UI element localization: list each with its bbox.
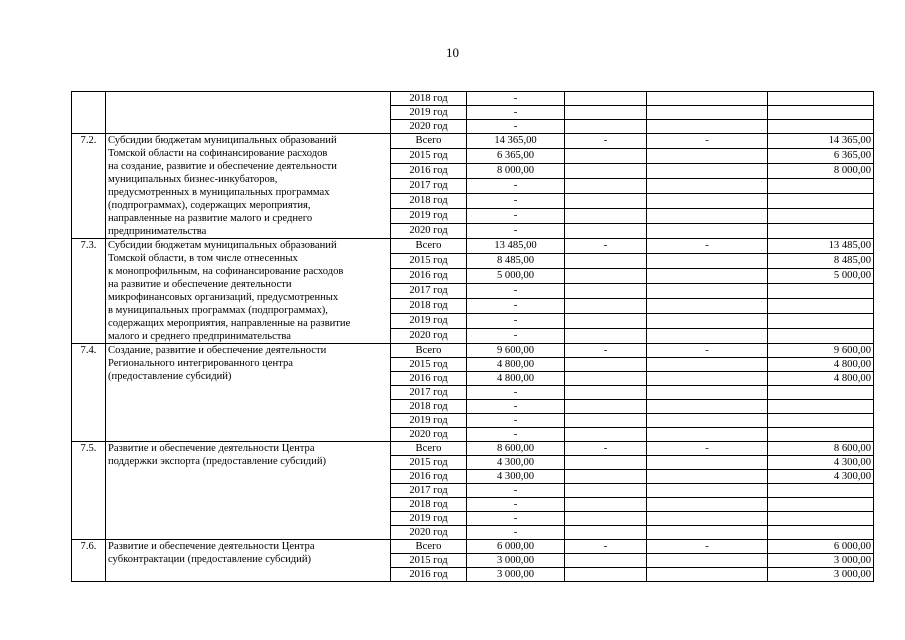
municipal-budget-cell <box>647 470 768 484</box>
federal-budget-cell <box>565 194 647 209</box>
federal-budget-cell <box>565 120 647 134</box>
federal-budget-cell <box>565 92 647 106</box>
year-cell: 2020 год <box>391 526 467 540</box>
item-description-cell: Развитие и обеспечение деятельности Центра поддержки экспорта (предоставление субсидий) <box>106 442 391 540</box>
municipal-budget-cell <box>647 179 768 194</box>
item-description-cell <box>106 92 391 134</box>
municipal-budget-cell <box>647 498 768 512</box>
table-row <box>72 540 874 554</box>
federal-budget-cell <box>565 470 647 484</box>
municipal-budget-cell <box>647 512 768 526</box>
regional-budget-cell <box>768 299 874 314</box>
budget-table <box>71 91 874 582</box>
regional-budget-cell <box>768 194 874 209</box>
total-cell: - <box>467 224 565 239</box>
federal-budget-cell <box>565 568 647 582</box>
municipal-budget-cell <box>647 299 768 314</box>
total-cell: 4 300,00 <box>467 470 565 484</box>
municipal-budget-cell <box>647 456 768 470</box>
federal-budget-cell <box>565 224 647 239</box>
municipal-budget-cell: - <box>647 134 768 149</box>
year-cell: 2015 год <box>391 149 467 164</box>
regional-budget-cell <box>768 512 874 526</box>
year-cell: 2015 год <box>391 254 467 269</box>
total-cell: 4 300,00 <box>467 456 565 470</box>
total-cell: - <box>467 92 565 106</box>
regional-budget-cell <box>768 329 874 344</box>
total-cell: - <box>467 414 565 428</box>
year-cell: 2015 год <box>391 358 467 372</box>
regional-budget-cell <box>768 284 874 299</box>
federal-budget-cell: - <box>565 239 647 254</box>
total-cell: - <box>467 400 565 414</box>
municipal-budget-cell <box>647 106 768 120</box>
total-cell: 3 000,00 <box>467 568 565 582</box>
federal-budget-cell <box>565 400 647 414</box>
year-cell: 2020 год <box>391 329 467 344</box>
total-cell: - <box>467 106 565 120</box>
total-cell: 6 365,00 <box>467 149 565 164</box>
federal-budget-cell <box>565 386 647 400</box>
year-cell: 2019 год <box>391 414 467 428</box>
regional-budget-cell <box>768 92 874 106</box>
regional-budget-cell <box>768 400 874 414</box>
federal-budget-cell <box>565 284 647 299</box>
federal-budget-cell <box>565 372 647 386</box>
federal-budget-cell <box>565 554 647 568</box>
federal-budget-cell <box>565 254 647 269</box>
municipal-budget-cell: - <box>647 239 768 254</box>
total-cell: - <box>467 526 565 540</box>
year-cell: Всего <box>391 442 467 456</box>
municipal-budget-cell <box>647 194 768 209</box>
federal-budget-cell <box>565 512 647 526</box>
total-cell: 4 800,00 <box>467 358 565 372</box>
item-number-cell: 7.4. <box>72 344 106 442</box>
municipal-budget-cell <box>647 269 768 284</box>
federal-budget-cell <box>565 149 647 164</box>
year-cell: Всего <box>391 344 467 358</box>
year-cell: 2017 год <box>391 284 467 299</box>
year-cell: 2016 год <box>391 372 467 386</box>
federal-budget-cell <box>565 299 647 314</box>
municipal-budget-cell <box>647 254 768 269</box>
total-cell: 8 600,00 <box>467 442 565 456</box>
federal-budget-cell <box>565 358 647 372</box>
total-cell: 4 800,00 <box>467 372 565 386</box>
regional-budget-cell: 14 365,00 <box>768 134 874 149</box>
municipal-budget-cell <box>647 568 768 582</box>
municipal-budget-cell <box>647 358 768 372</box>
federal-budget-cell <box>565 269 647 284</box>
page-number: 10 <box>446 45 459 60</box>
total-cell: - <box>467 179 565 194</box>
year-cell: Всего <box>391 540 467 554</box>
year-cell: 2016 год <box>391 470 467 484</box>
table-row <box>72 344 874 358</box>
federal-budget-cell <box>565 484 647 498</box>
year-cell: 2020 год <box>391 120 467 134</box>
total-cell: - <box>467 386 565 400</box>
year-cell: 2016 год <box>391 568 467 582</box>
regional-budget-cell: 3 000,00 <box>768 554 874 568</box>
regional-budget-cell <box>768 120 874 134</box>
municipal-budget-cell: - <box>647 442 768 456</box>
regional-budget-cell: 4 300,00 <box>768 456 874 470</box>
year-cell: 2020 год <box>391 224 467 239</box>
regional-budget-cell: 4 800,00 <box>768 372 874 386</box>
item-description-cell: Субсидии бюджетам муниципальных образований Томской области, в том числе отнесенных к монопрофильным, на софинансирование расходов на развитие и обеспечение деятельности микрофинансовых организаций, предусмотренных в муниципальных программах (подпрограммах), содержащих мероприятия, направленные на развитие малого и среднего предпринимательства <box>106 239 391 344</box>
regional-budget-cell: 4 800,00 <box>768 358 874 372</box>
municipal-budget-cell <box>647 484 768 498</box>
regional-budget-cell: 5 000,00 <box>768 269 874 284</box>
regional-budget-cell <box>768 414 874 428</box>
regional-budget-cell <box>768 428 874 442</box>
year-cell: 2017 год <box>391 386 467 400</box>
regional-budget-cell: 8 600,00 <box>768 442 874 456</box>
municipal-budget-cell <box>647 428 768 442</box>
year-cell: 2019 год <box>391 314 467 329</box>
municipal-budget-cell <box>647 554 768 568</box>
regional-budget-cell: 6 000,00 <box>768 540 874 554</box>
item-description-cell: Создание, развитие и обеспечение деятельности Регионального интегрированного центра (предоставление субсидий) <box>106 344 391 442</box>
total-cell: 5 000,00 <box>467 269 565 284</box>
item-number-cell: 7.2. <box>72 134 106 239</box>
regional-budget-cell: 13 485,00 <box>768 239 874 254</box>
federal-budget-cell: - <box>565 134 647 149</box>
federal-budget-cell <box>565 428 647 442</box>
year-cell: 2020 год <box>391 428 467 442</box>
municipal-budget-cell: - <box>647 344 768 358</box>
total-cell: - <box>467 299 565 314</box>
regional-budget-cell <box>768 179 874 194</box>
year-cell: 2018 год <box>391 299 467 314</box>
item-description-cell: Субсидии бюджетам муниципальных образований Томской области на софинансирование расходов на создание, развитие и обеспечение деятельности муниципальных бизнес-инкубаторов, предусмотренных в муниципальных программах (подпрограммах), содержащих мероприятия, направленные на развитие малого и среднего предпринимательства <box>106 134 391 239</box>
regional-budget-cell: 6 365,00 <box>768 149 874 164</box>
item-number-cell <box>72 92 106 134</box>
regional-budget-cell <box>768 314 874 329</box>
federal-budget-cell: - <box>565 344 647 358</box>
municipal-budget-cell <box>647 314 768 329</box>
total-cell: - <box>467 498 565 512</box>
municipal-budget-cell <box>647 92 768 106</box>
regional-budget-cell: 9 600,00 <box>768 344 874 358</box>
total-cell: - <box>467 512 565 526</box>
municipal-budget-cell <box>647 224 768 239</box>
municipal-budget-cell <box>647 164 768 179</box>
federal-budget-cell <box>565 329 647 344</box>
regional-budget-cell: 8 485,00 <box>768 254 874 269</box>
municipal-budget-cell <box>647 372 768 386</box>
municipal-budget-cell <box>647 120 768 134</box>
federal-budget-cell <box>565 414 647 428</box>
municipal-budget-cell <box>647 386 768 400</box>
federal-budget-cell <box>565 526 647 540</box>
municipal-budget-cell <box>647 329 768 344</box>
item-number-cell: 7.6. <box>72 540 106 582</box>
federal-budget-cell: - <box>565 540 647 554</box>
federal-budget-cell <box>565 314 647 329</box>
year-cell: 2018 год <box>391 498 467 512</box>
federal-budget-cell <box>565 164 647 179</box>
federal-budget-cell <box>565 179 647 194</box>
regional-budget-cell <box>768 386 874 400</box>
year-cell: Всего <box>391 239 467 254</box>
total-cell: - <box>467 484 565 498</box>
municipal-budget-cell <box>647 526 768 540</box>
table-row <box>72 442 874 456</box>
year-cell: 2016 год <box>391 164 467 179</box>
regional-budget-cell <box>768 484 874 498</box>
total-cell: - <box>467 120 565 134</box>
year-cell: 2019 год <box>391 512 467 526</box>
table-row <box>72 92 874 106</box>
federal-budget-cell <box>565 498 647 512</box>
federal-budget-cell <box>565 456 647 470</box>
item-number-cell: 7.5. <box>72 442 106 540</box>
regional-budget-cell <box>768 498 874 512</box>
municipal-budget-cell <box>647 414 768 428</box>
total-cell: 9 600,00 <box>467 344 565 358</box>
total-cell: - <box>467 329 565 344</box>
year-cell: 2016 год <box>391 269 467 284</box>
total-cell: - <box>467 314 565 329</box>
regional-budget-cell <box>768 209 874 224</box>
total-cell: 8 000,00 <box>467 164 565 179</box>
federal-budget-cell: - <box>565 442 647 456</box>
municipal-budget-cell <box>647 400 768 414</box>
regional-budget-cell: 3 000,00 <box>768 568 874 582</box>
table-row <box>72 239 874 254</box>
year-cell: 2019 год <box>391 209 467 224</box>
municipal-budget-cell <box>647 284 768 299</box>
municipal-budget-cell: - <box>647 540 768 554</box>
year-cell: 2018 год <box>391 194 467 209</box>
regional-budget-cell: 8 000,00 <box>768 164 874 179</box>
regional-budget-cell <box>768 106 874 120</box>
year-cell: 2018 год <box>391 92 467 106</box>
municipal-budget-cell <box>647 209 768 224</box>
table-row <box>72 134 874 149</box>
year-cell: 2017 год <box>391 179 467 194</box>
year-cell: 2018 год <box>391 400 467 414</box>
total-cell: 14 365,00 <box>467 134 565 149</box>
total-cell: - <box>467 284 565 299</box>
federal-budget-cell <box>565 209 647 224</box>
year-cell: 2017 год <box>391 484 467 498</box>
total-cell: - <box>467 209 565 224</box>
year-cell: Всего <box>391 134 467 149</box>
item-number-cell: 7.3. <box>72 239 106 344</box>
total-cell: - <box>467 194 565 209</box>
regional-budget-cell <box>768 526 874 540</box>
total-cell: 8 485,00 <box>467 254 565 269</box>
total-cell: - <box>467 428 565 442</box>
year-cell: 2015 год <box>391 554 467 568</box>
total-cell: 6 000,00 <box>467 540 565 554</box>
total-cell: 13 485,00 <box>467 239 565 254</box>
regional-budget-cell: 4 300,00 <box>768 470 874 484</box>
table-body <box>72 92 874 582</box>
year-cell: 2015 год <box>391 456 467 470</box>
item-description-cell: Развитие и обеспечение деятельности Центра субконтрактации (предоставление субсидий) <box>106 540 391 582</box>
year-cell: 2019 год <box>391 106 467 120</box>
total-cell: 3 000,00 <box>467 554 565 568</box>
regional-budget-cell <box>768 224 874 239</box>
federal-budget-cell <box>565 106 647 120</box>
municipal-budget-cell <box>647 149 768 164</box>
